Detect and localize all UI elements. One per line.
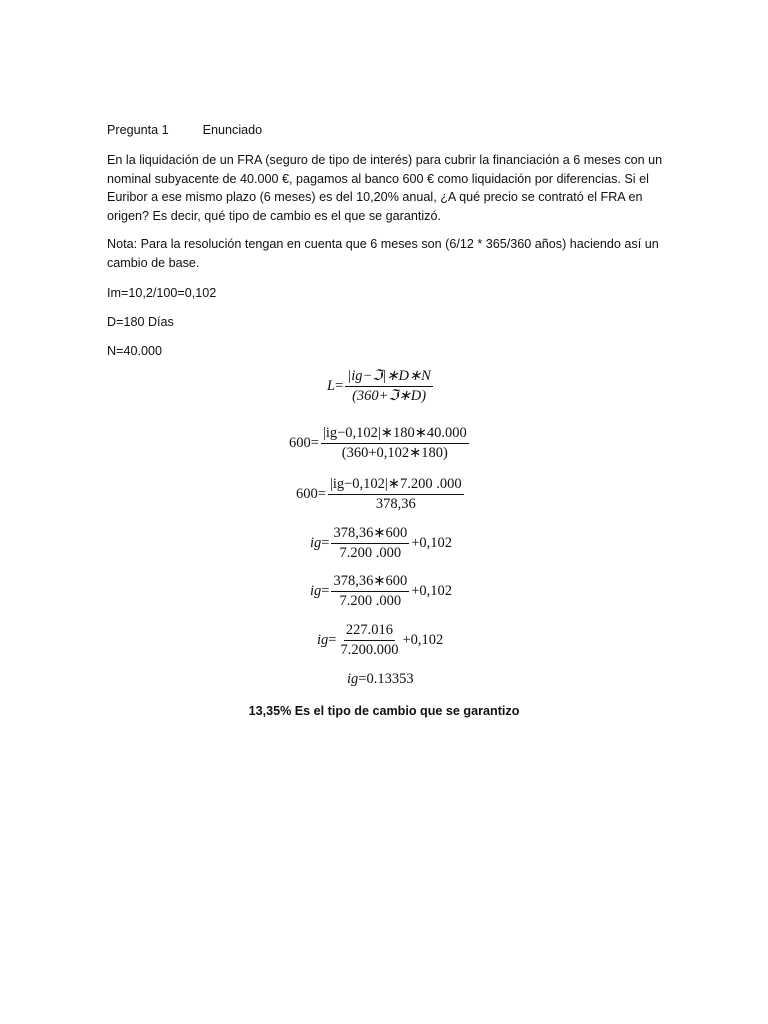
equation-lhs: ig — [310, 535, 322, 551]
fraction-numerator: 378,36∗600 — [331, 525, 409, 544]
equation-lhs: ig — [347, 671, 359, 687]
equation-lhs: ig — [310, 583, 322, 599]
days-line: D=180 Días — [107, 315, 174, 329]
question-title: Enunciado — [202, 123, 263, 137]
equation-lhs: 600 — [289, 435, 311, 451]
formula-solve-ig-3: ig = $\frac{227.016}{7.200.000}$ +0,102 — [317, 622, 444, 658]
fraction — [345, 368, 433, 405]
fraction — [328, 476, 464, 513]
equation-rhs: 0.13353 — [366, 671, 414, 687]
formula-solve-ig-2: ig = $\frac{378,36∗600}{7.200 .000}$ +0,102 — [310, 573, 453, 609]
fraction-denominator: 7.200.000 — [340, 642, 399, 658]
question-heading — [107, 121, 262, 140]
formula-general: L = $\frac{\text{|ig−ℑ|∗D∗N}}{\text{(360+ℑ∗D)}}$ — [327, 368, 431, 404]
equation-tail: +0,102 — [411, 583, 453, 599]
equation-tail: +0,102 — [411, 535, 453, 551]
note-paragraph: Nota: Para la resolución tengan en cuenta que 6 meses son (6/12 * 365/360 años) haciendo así un cambio de base. — [107, 237, 659, 270]
fraction-numerator: 378,36∗600 — [331, 573, 409, 592]
nominal-line: N=40.000 — [107, 344, 162, 358]
fraction — [338, 622, 400, 659]
fraction-denominator: 7.200 .000 — [339, 593, 402, 609]
fraction — [331, 573, 409, 610]
fraction — [331, 525, 409, 562]
fraction-numerator: 227.016 — [344, 622, 395, 641]
fraction-denominator: 378,36 — [375, 496, 416, 512]
formula-substituted: 600 = $\frac{|ig-0,102|∗180∗40.000}{(360+0,102∗180)}$ — [289, 425, 467, 461]
rate-line: Im=10,2/100=0,102 — [107, 286, 217, 300]
equation-tail: +0,102 — [402, 632, 444, 648]
equation-lhs: ig — [317, 632, 329, 648]
fraction — [321, 425, 469, 462]
equation-lhs: 600 — [296, 486, 318, 502]
formula-result: ig = 0.13353 — [347, 671, 414, 687]
fraction-numerator: |ig−ℑ|∗D∗N — [345, 368, 433, 387]
equation-lhs: L — [327, 378, 336, 394]
formula-solve-ig-1: ig = $\frac{378,36∗600}{7.200 .000}$ +0,102 — [310, 525, 453, 561]
fraction-denominator: (360+0,102∗180) — [341, 445, 448, 461]
question-label: Pregunta 1 — [107, 123, 169, 137]
problem-statement: En la liquidación de un FRA (seguro de tipo de interés) para cubrir la financiación a 6 meses con un nominal subyacente de 40.000 €, pagamos al banco 600 € como liquidación por diferencias. Si el Euribor a ese mismo plazo (6 meses) es del 10,20% anual, ¿A qué precio se contrató el FRA en origen? Es decir, qué tipo de cambio es el que se garantizó. — [107, 153, 663, 223]
fraction-denominator: (360+ℑ∗D) — [352, 388, 427, 404]
fraction-numerator: |ig−0,102|∗180∗40.000 — [321, 425, 469, 444]
final-answer: 13,35% Es el tipo de cambio que se garantizo — [248, 704, 520, 718]
fraction-denominator: 7.200 .000 — [339, 545, 402, 561]
formula-simplified: 600 = $\frac{|ig-0,102|∗7.200 .000}{378,36}$ — [296, 476, 462, 512]
fraction-numerator: |ig−0,102|∗7.200 .000 — [328, 476, 464, 495]
